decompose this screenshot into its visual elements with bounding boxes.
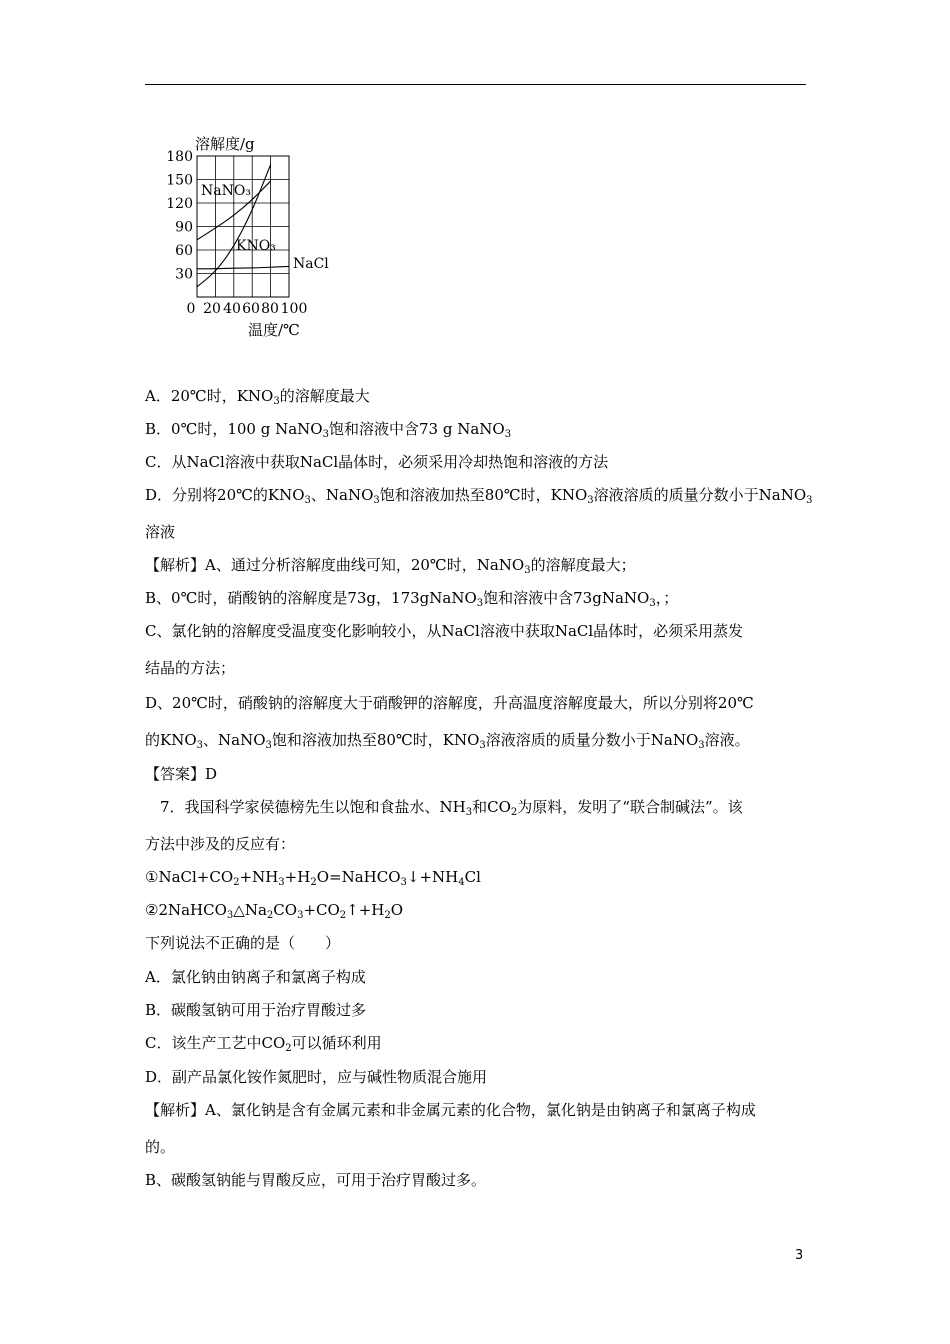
y-axis-label: 溶解度/g (195, 135, 255, 153)
q6-analysis-c-cont: 结晶的方法； (145, 659, 236, 677)
q7-question: 下列说法不正确的是（ ） (145, 934, 341, 952)
q7-analysis-a: 【解析】A、氯化钠是含有金属元素和非金属元素的化合物，氯化钠是由钠离子和氯离子构成 (145, 1101, 756, 1119)
q6-analysis-c: C、氯化钠的溶解度受温度变化影响较小，从NaCl溶液中获取NaCl晶体时，必须采用蒸发 (145, 622, 744, 640)
q6-option-a: A．20℃时，$KNO_3$的溶解度最大 (145, 387, 370, 407)
x-axis-label: 温度/℃ (248, 321, 300, 339)
q6-analysis-a: 【解析】A、通过分析溶解度曲线可知，20℃时，NaNO$_3$的溶解度最大； (145, 556, 636, 576)
q6-option-b: B．0℃时，100 g NaNO$_3$饱和溶液中含73 g NaNO$_3$ (145, 420, 512, 440)
q6-option-d-cont: 溶液 (145, 523, 176, 541)
q6-option-d: D．分别将20℃的$KNO_3$、NaNO$_3$饱和溶液加热至80℃时，$KNO_3$溶液溶质的质量分数小于NaNO$_3$ (145, 486, 813, 506)
q7-reaction-2: $②2NaHCO_3\triangle Na_2CO_3+CO_2↑+H_2O$ (145, 901, 404, 921)
y-tick-label: 120 (166, 196, 193, 212)
q6-option-c: C．从NaCl溶液中获取NaCl晶体时，必须采用冷却热饱和溶液的方法 (145, 453, 609, 471)
page-number: 3 (795, 1248, 804, 1263)
x-tick-label: 20 (203, 301, 221, 317)
x-tick-label: 80 (261, 301, 279, 317)
q6-answer: 【答案】D (145, 765, 218, 783)
q6-analysis-b: B、0℃时，硝酸钠的溶解度是73g，173gNaNO$_3$饱和溶液中含73gNaNO$_3$，； (145, 589, 679, 609)
q7-stem: 7．我国科学家侯德榜先生以饱和食盐水、$NH_3$和$CO_2$为原料，发明了“联合制碱法”。该 (160, 798, 743, 818)
q7-option-b: B．碳酸氢钠可用于治疗胃酸过多 (145, 1001, 367, 1019)
x-tick-label: 0 (186, 301, 196, 317)
q7-reaction-1: $①NaCl+CO_2+NH_3+H_2O=NaHCO_3↓+NH_4Cl$ (145, 868, 481, 888)
series-label-0: NaNO₃ (201, 183, 251, 199)
x-tick-label: 40 (223, 301, 241, 317)
q6-analysis-d-cont: 的$KNO_3$、NaNO$_3$饱和溶液加热至80℃时，$KNO_3$溶液溶质的质量分数小于NaNO$_3$溶液。 (145, 731, 750, 751)
y-tick-label: 150 (166, 172, 193, 189)
x-tick-label: 60 (242, 301, 260, 317)
y-tick-label: 30 (175, 266, 193, 283)
q7-stem-cont: 方法中涉及的反应有： (145, 835, 296, 853)
q7-option-a: A．氯化钠由钠离子和氯离子构成 (145, 968, 366, 986)
series-label-1: KNO₃ (236, 238, 276, 254)
q7-option-d: D．副产品氯化铵作氮肥时，应与碱性物质混合施用 (145, 1068, 488, 1086)
q7-option-c: C．该生产工艺中$CO_2$可以循环利用 (145, 1034, 382, 1054)
q7-analysis-a-cont: 的。 (145, 1138, 176, 1156)
y-tick-label: 90 (175, 219, 193, 236)
y-tick-label: 180 (166, 149, 193, 165)
q7-analysis-b: B、碳酸氢钠能与胃酸反应，可用于治疗胃酸过多。 (145, 1171, 487, 1189)
series-label-2: NaCl (293, 256, 329, 272)
header-rule (145, 84, 806, 85)
y-tick-label: 60 (175, 243, 193, 259)
solubility-chart (160, 130, 360, 345)
series-line-2 (197, 266, 289, 268)
q6-analysis-d: D、20℃时，硝酸钠的溶解度大于硝酸钾的溶解度，升高温度溶解度最大，所以分别将20℃ (145, 694, 754, 712)
x-tick-label: 100 (280, 301, 308, 317)
